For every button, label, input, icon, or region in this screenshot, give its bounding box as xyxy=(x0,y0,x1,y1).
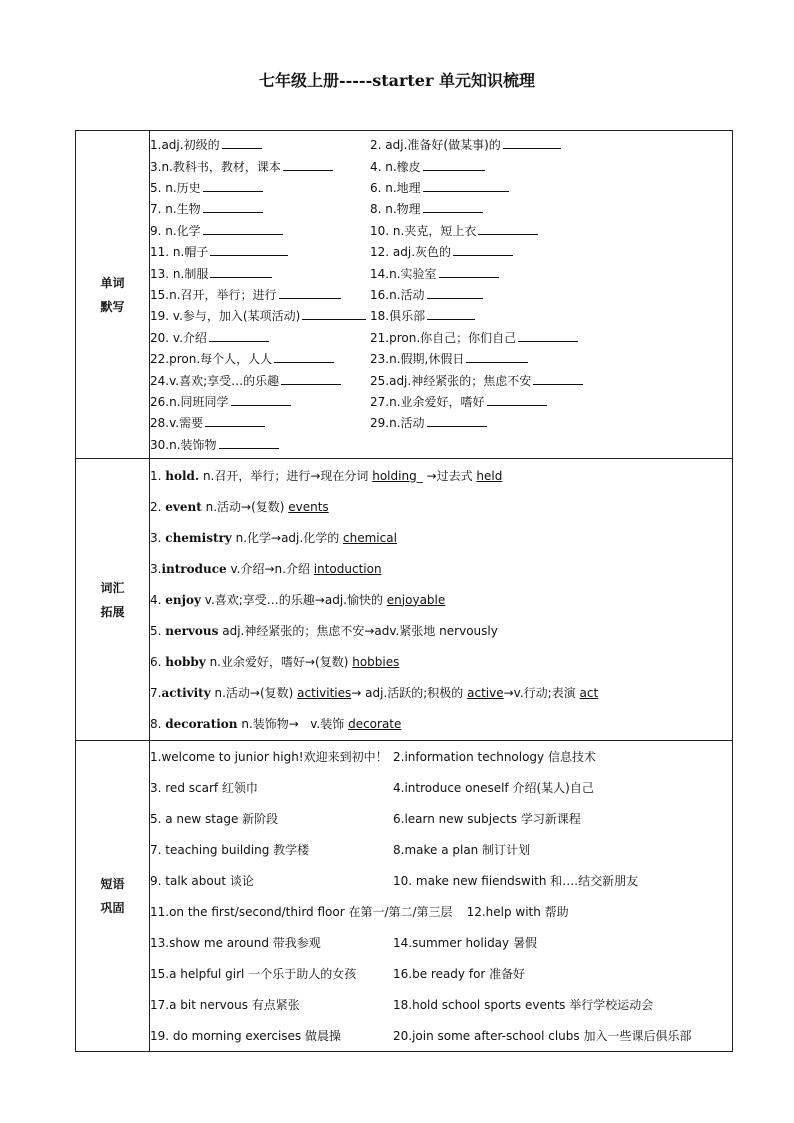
vocab-item-left xyxy=(150,179,370,196)
derivation-number: 4. xyxy=(150,592,166,607)
vocab-item-right xyxy=(370,286,483,303)
derived-form: activities xyxy=(297,685,352,700)
derivation-row xyxy=(150,646,732,677)
answer-blank[interactable] xyxy=(427,415,487,427)
phrase-item: 8.make a plan 制订计划 xyxy=(393,843,531,857)
vocab-list xyxy=(150,131,733,459)
headword: event xyxy=(165,499,202,514)
vocab-item-left xyxy=(150,350,370,367)
vocab-prompt: 21.pron.你自己；你们自己 xyxy=(370,330,517,345)
answer-blank[interactable] xyxy=(205,415,265,427)
vocab-item-left xyxy=(150,286,370,303)
derivation-text: n.活动→(复数) xyxy=(210,686,298,700)
phrase-item: 5. a new stage 新阶段 xyxy=(150,812,279,826)
answer-blank[interactable] xyxy=(274,351,334,363)
vocab-item-right xyxy=(370,243,513,260)
vocab-prompt: 29.n.活动 xyxy=(370,416,425,431)
answer-blank[interactable] xyxy=(427,308,475,320)
answer-blank[interactable] xyxy=(209,330,269,342)
vocab-prompt: 18.俱乐部 xyxy=(370,309,426,324)
vocab-prompt: 12. adj.灰色的 xyxy=(370,245,452,260)
derivation-number: 5. xyxy=(150,623,166,638)
vocab-section xyxy=(76,131,733,459)
derivation-row xyxy=(150,584,732,615)
answer-blank[interactable] xyxy=(503,137,561,149)
vocab-item-right xyxy=(370,179,509,196)
vocab-prompt: 23.n.假期,休假日 xyxy=(370,352,465,367)
phrase-item: 20.join some after-school clubs 加入一些课后俱乐部 xyxy=(393,1029,692,1043)
phrase-row xyxy=(150,803,732,834)
answer-blank[interactable] xyxy=(203,201,263,213)
answer-blank[interactable] xyxy=(231,394,291,406)
derivation-text: v.喜欢;享受…的乐趣→adj.愉快的 xyxy=(200,593,387,607)
answer-blank[interactable] xyxy=(283,159,333,171)
answer-blank[interactable] xyxy=(478,223,538,235)
phrase-item: 10. make new fiiendswith 和….结交新朋友 xyxy=(393,874,639,888)
vocab-prompt: 4. n.橡皮 xyxy=(370,159,421,174)
derived-form: active xyxy=(467,685,504,700)
derivation-row xyxy=(150,460,732,491)
vocab-row xyxy=(150,284,732,305)
vocab-row xyxy=(150,434,732,455)
vocab-item-right xyxy=(370,414,487,431)
derivation-text: n.业余爱好，嗜好→(复数) xyxy=(205,655,353,669)
vocab-prompt: 28.v.需要 xyxy=(150,416,204,431)
answer-blank[interactable] xyxy=(302,308,366,320)
phrase-item: 12.help with 帮助 xyxy=(466,905,569,919)
phrase-row xyxy=(150,865,732,896)
vocab-row xyxy=(150,134,732,155)
vocab-prompt: 27.n.业余爱好，嗜好 xyxy=(370,394,485,409)
vocab-prompt: 1.adj.初级的 xyxy=(150,138,220,153)
phrase-item: 3. red scarf 红领巾 xyxy=(150,781,258,795)
vocab-prompt: 15.n.召开，举行；进行 xyxy=(150,287,277,302)
headword: decoration xyxy=(165,716,238,731)
derivation-number: 1. xyxy=(150,468,166,483)
vocab-item-right xyxy=(370,393,547,410)
derivation-number: 7. xyxy=(150,685,162,700)
phrase-row xyxy=(150,741,732,772)
vocab-row xyxy=(150,327,732,348)
phrase-item: 16.be ready for 准备好 xyxy=(393,967,526,981)
vocab-prompt: 6. n.地理 xyxy=(370,181,421,196)
vocab-item-left xyxy=(150,414,370,431)
phrase-item: 14.summer holiday 暑假 xyxy=(393,936,537,950)
vocab-item-left xyxy=(150,200,370,217)
vocab-item-left xyxy=(150,158,370,175)
phrase-row xyxy=(150,927,732,958)
vocab-row xyxy=(150,262,732,283)
vocab-prompt: 13. n.制服 xyxy=(150,266,209,281)
answer-blank[interactable] xyxy=(281,373,341,385)
derived-form: held xyxy=(476,468,503,483)
derivation-text: n.召开，举行；进行→现在分词 xyxy=(199,469,373,483)
phrase-section xyxy=(76,741,733,1052)
phrase-row xyxy=(150,958,732,989)
phrase-label-cell xyxy=(76,741,150,1052)
vocab-prompt: 24.v.喜欢;享受…的乐趣 xyxy=(150,373,280,388)
derivation-list xyxy=(150,459,733,741)
phrase-row xyxy=(150,896,732,927)
vocab-item-right xyxy=(370,265,499,282)
vocab-prompt: 9. n.化学 xyxy=(150,223,201,238)
knowledge-table xyxy=(75,130,733,1052)
answer-blank[interactable] xyxy=(466,351,528,363)
phrase-item: 15.a helpful girl 一个乐于助人的女孩 xyxy=(150,967,357,981)
answer-blank[interactable] xyxy=(203,180,263,192)
phrase-item: 7. teaching building 教学楼 xyxy=(150,843,310,857)
derived-form: intoduction xyxy=(313,561,382,576)
answer-blank[interactable] xyxy=(222,137,262,149)
derivation-row xyxy=(150,615,732,646)
phrase-row xyxy=(150,989,732,1020)
vocab-row xyxy=(150,348,732,369)
derivation-row xyxy=(150,708,732,739)
vocab-prompt: 10. n.夹克，短上衣 xyxy=(370,223,477,238)
vocab-row xyxy=(150,177,732,198)
vocab-prompt: 22.pron.每个人，人人 xyxy=(150,352,273,367)
derivation-number: 3. xyxy=(150,561,162,576)
derivation-text: →v.行动;表演 xyxy=(503,686,580,700)
answer-blank[interactable] xyxy=(203,223,283,235)
vocab-item-left xyxy=(150,243,370,260)
derivation-text: adj.神经紧张的；焦虑不安→adv.紧张地 nervously xyxy=(218,624,498,638)
vocab-prompt: 25.adj.神经紧张的；焦虑不安 xyxy=(370,373,532,388)
derivation-number: 2. xyxy=(150,499,166,514)
vocab-row xyxy=(150,369,732,390)
vocab-prompt: 26.n.同班同学 xyxy=(150,394,229,409)
derived-form: chemical xyxy=(343,530,397,545)
derivation-text: _ →过去式 xyxy=(416,469,477,483)
deriv-label-cell xyxy=(76,459,150,741)
vocab-row xyxy=(150,155,732,176)
answer-blank[interactable] xyxy=(423,201,483,213)
derived-form: act xyxy=(579,685,599,700)
derivation-text: v.介绍→n.介绍 xyxy=(226,562,314,576)
derivation-text: n.装饰物→ v.装饰 xyxy=(237,717,349,731)
vocab-prompt: 5. n.历史 xyxy=(150,181,201,196)
phrase-item: 17.a bit nervous 有点紧张 xyxy=(150,998,300,1012)
deriv-label-2: 拓展 xyxy=(100,604,125,619)
phrase-row xyxy=(150,772,732,803)
headword: activity xyxy=(161,685,211,700)
answer-blank[interactable] xyxy=(487,394,547,406)
vocab-row xyxy=(150,198,732,219)
answer-blank[interactable] xyxy=(533,373,583,385)
answer-blank[interactable] xyxy=(423,159,485,171)
derivation-row xyxy=(150,677,732,708)
vocab-item-left xyxy=(150,222,370,239)
phrase-item: 9. talk about 谈论 xyxy=(150,874,254,888)
answer-blank[interactable] xyxy=(427,287,483,299)
deriv-label-1: 词汇 xyxy=(100,580,125,595)
vocab-label-cell xyxy=(76,131,150,459)
phrase-item: 18.hold school sports events 举行学校运动会 xyxy=(393,998,654,1012)
phrase-item: 4.introduce oneself 介绍(某人)自己 xyxy=(393,781,594,795)
headword: hobby xyxy=(165,654,206,669)
vocab-row xyxy=(150,220,732,241)
vocab-item-left xyxy=(150,307,370,324)
derived-form: hobbies xyxy=(352,654,400,669)
derivation-text: n.活动→(复数) xyxy=(201,500,289,514)
vocab-item-right xyxy=(370,200,483,217)
phrase-item: 6.learn new subjects 学习新课程 xyxy=(393,812,581,826)
vocab-item-right xyxy=(370,136,561,153)
vocab-item-left xyxy=(150,372,370,389)
headword: nervous xyxy=(165,623,219,638)
vocab-prompt: 8. n.物理 xyxy=(370,202,421,217)
vocab-item-right xyxy=(370,372,583,389)
phrase-row xyxy=(150,1020,732,1051)
answer-blank[interactable] xyxy=(210,244,288,256)
vocab-item-right xyxy=(370,222,538,239)
derivation-section xyxy=(76,459,733,741)
answer-blank[interactable] xyxy=(279,287,341,299)
answer-blank[interactable] xyxy=(439,266,499,278)
derivation-number: 8. xyxy=(150,716,166,731)
vocab-item-left xyxy=(150,329,370,346)
vocab-item-right xyxy=(370,158,485,175)
derived-form: enjoyable xyxy=(386,592,446,607)
phrase-row xyxy=(150,834,732,865)
vocab-item-left xyxy=(150,265,370,282)
vocab-item-left xyxy=(150,436,370,453)
phrase-item: 1.welcome to junior high!欢迎来到初中！ xyxy=(150,750,388,764)
vocab-prompt: 19. v.参与，加入(某项活动) xyxy=(150,309,301,324)
answer-blank[interactable] xyxy=(423,180,509,192)
vocab-prompt: 7. n.生物 xyxy=(150,202,201,217)
vocab-item-left xyxy=(150,136,370,153)
vocab-label-1: 单词 xyxy=(100,275,125,290)
phrase-label-1: 短语 xyxy=(100,877,125,891)
derived-form: events xyxy=(288,499,329,514)
answer-blank[interactable] xyxy=(219,437,279,449)
answer-blank[interactable] xyxy=(453,244,513,256)
vocab-item-right xyxy=(370,307,475,324)
vocab-row xyxy=(150,391,732,412)
vocab-prompt: 11. n.帽子 xyxy=(150,245,209,260)
page-title: 七年级上册-----starter 单元知识梳理 xyxy=(259,71,535,90)
answer-blank[interactable] xyxy=(210,266,272,278)
derivation-text: → adj.活跃的;积极的 xyxy=(351,686,468,700)
phrase-item: 11.on the first/second/third floor 在第一/第二/第三层 xyxy=(150,905,453,919)
derivation-number: 6. xyxy=(150,654,166,669)
vocab-item-left xyxy=(150,393,370,410)
vocab-item-right xyxy=(370,350,528,367)
vocab-row xyxy=(150,305,732,326)
vocab-prompt: 3.n.教科书，教材，课本 xyxy=(150,159,281,174)
headword: introduce xyxy=(161,561,227,576)
answer-blank[interactable] xyxy=(518,330,578,342)
phrase-item: 2.information technology 信息技术 xyxy=(393,750,596,764)
derived-form: holding xyxy=(372,468,417,483)
derivation-number: 3. xyxy=(150,530,166,545)
derived-form: decorate xyxy=(348,716,402,731)
derivation-row xyxy=(150,553,732,584)
derivation-text: n.化学→adj.化学的 xyxy=(231,531,344,545)
derivation-row xyxy=(150,491,732,522)
vocab-prompt: 30.n.装饰物 xyxy=(150,437,217,452)
headword: chemistry xyxy=(165,530,232,545)
phrase-label-2: 巩固 xyxy=(100,901,125,915)
vocab-prompt: 20. v.介绍 xyxy=(150,330,207,345)
phrase-list xyxy=(150,741,733,1052)
vocab-prompt: 2. adj.准备好(做某事)的 xyxy=(370,138,501,153)
vocab-row xyxy=(150,241,732,262)
vocab-prompt: 14.n.实验室 xyxy=(370,266,437,281)
vocab-item-right xyxy=(370,329,578,346)
headword: enjoy xyxy=(165,592,201,607)
vocab-prompt: 16.n.活动 xyxy=(370,287,425,302)
phrase-item: 19. do morning exercises 做晨操 xyxy=(150,1029,341,1043)
vocab-label-2: 默写 xyxy=(100,299,125,314)
headword: hold. xyxy=(165,468,200,483)
derivation-row xyxy=(150,522,732,553)
phrase-item: 13.show me around 带我参观 xyxy=(150,936,321,950)
vocab-row xyxy=(150,412,732,433)
